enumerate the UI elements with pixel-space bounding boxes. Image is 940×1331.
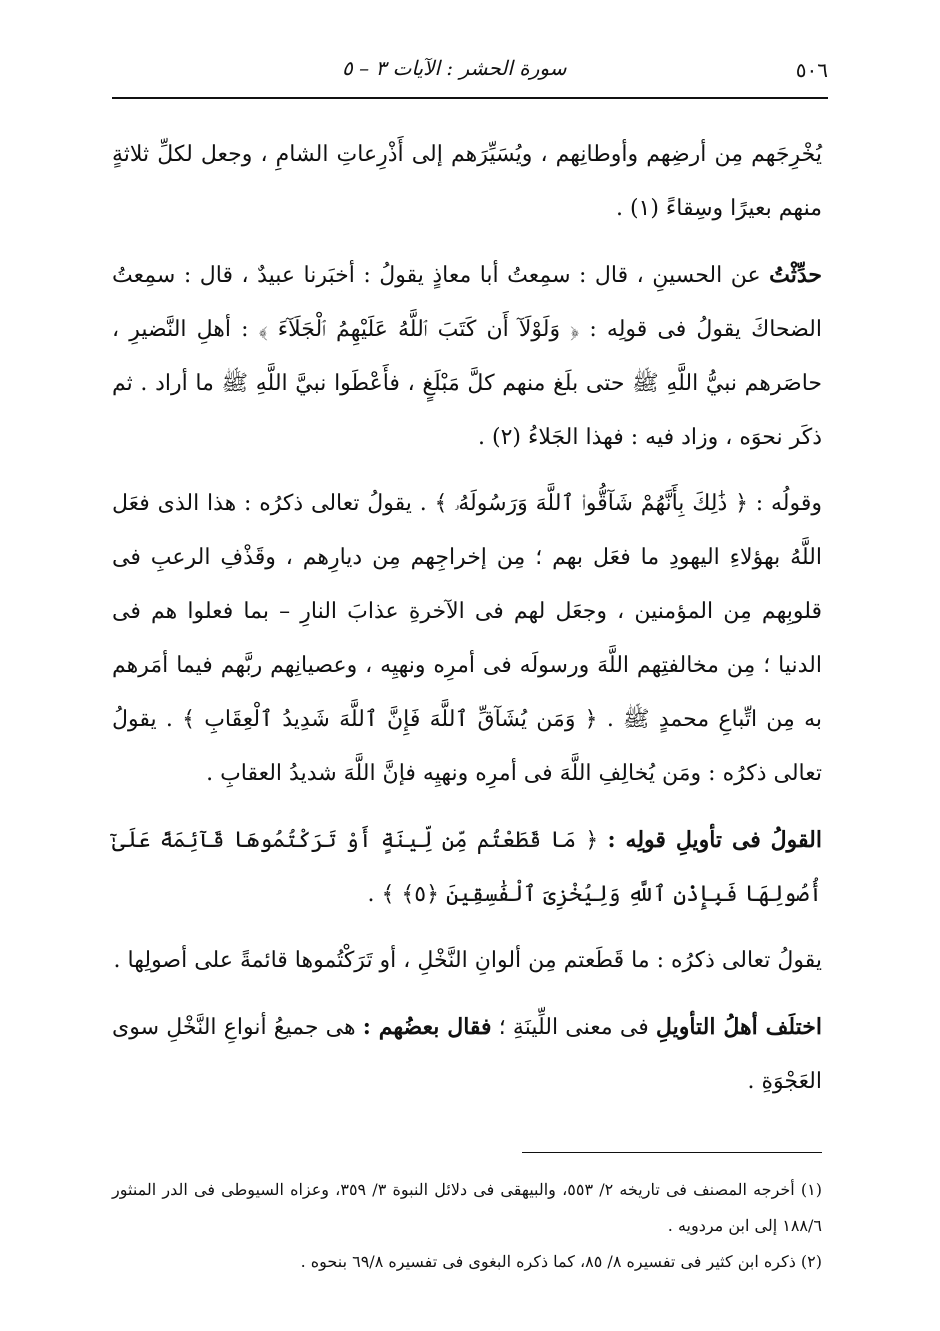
footnote-2: (٢) ذكره ابن كثير فى تفسيره ٨/ ٨٥، كما ذكره البغوى فى تفسيره ٦٩/٨ بنحوه . bbox=[300, 1252, 822, 1271]
page-number: ٥٠٦ bbox=[795, 58, 828, 82]
paragraph-text: عن الحسينِ ، قال : سمِعتُ أبا معاذٍ يقولُ : أخبَرنا عبيدٌ ، قال : سمِعتُ الضحاكَ يقولُ فى قولِه : ﴿ وَلَوْلَآ أَن كَتَبَ ٱللَّهُ عَلَيْهِمُ ٱلْجَلَآءَ ﴾ : أهلِ النَّضيرِ ، حاصَرهم نبيُّ اللَّهِ ﷺ حتى بلَغ منهم كلَّ مَبْلَغٍ ، فأَعْطَوا نبيَّ اللَّهِ ﷺ ما أراد . ثم ذكَر نحوَه ، وزاد فيه : فهذا الجَلاءُ (٢) . bbox=[112, 263, 822, 450]
paragraph-4 bbox=[112, 813, 822, 922]
paragraph-text: وقولُه : ﴿ ذَٰلِكَ بِأَنَّهُمْ شَآقُّوا۟ ٱللَّهَ وَرَسُولَهُۥ ﴾ . يقولُ تعالى ذكرُه : هذا الذى فعَل اللَّهُ بهؤلاءِ اليهودِ ما فعَل بهم ؛ مِن إخراجِهم مِن ديارِهم ، وقَذْفِ الرعبِ فى قلوبِهم مِن المؤمنين ، وجعَل لهم فى الآخرةِ عذابَ النارِ – بما فعلوا هم فى الدنيا ؛ مِن مخالفتِهم اللَّهَ ورسولَه فى أمرِه ونهيِه ، وعصيانِهم ربَّهم فيما أمَرهم به مِن اتِّباعِ محمدٍ ﷺ . ﴿ وَمَن يُشَآقِّ ٱللَّهَ فَإِنَّ ٱللَّهَ شَدِيدُ ٱلْعِقَابِ ﴾ . يقولُ تعالى ذكرُه : ومَن يُخالِفِ اللَّهَ فى أمرِه ونهيِه فإنَّ اللَّهَ شديدُ العقابِ . bbox=[112, 491, 822, 786]
main-text bbox=[112, 128, 822, 1121]
paragraph-lead: القولُ فى تأويلِ قولِه : bbox=[607, 827, 822, 853]
paragraph-6 bbox=[112, 1000, 822, 1109]
paragraph-1 bbox=[112, 128, 822, 236]
footnotes bbox=[112, 1172, 822, 1280]
footnote-divider bbox=[522, 1152, 822, 1153]
paragraph-text: فى معنى اللِّينَةِ ؛ bbox=[491, 1015, 656, 1040]
paragraph-3 bbox=[112, 477, 822, 801]
paragraph-text: يقولُ تعالى ذكرُه : ما قَطَعتم مِن ألوانِ النَّخْلِ ، أو تَرَكْتُموها قائمةً على أصولِها . bbox=[113, 948, 822, 973]
paragraph-2 bbox=[112, 248, 822, 465]
paragraph-lead: حدِّثْتُ bbox=[769, 262, 822, 288]
paragraph-lead: اختلَف أهلُ التأويلِ bbox=[655, 1014, 822, 1040]
paragraph-5 bbox=[112, 934, 822, 988]
paragraph-text: هى جميعُ أنواعِ النَّخْلِ سوى العَجْوَةِ . bbox=[112, 1015, 822, 1094]
paragraph-text: يُخْرِجَهم مِن أرضِهم وأوطانِهم ، ويُسَيِّرَهم إلى أَذْرِعاتِ الشامِ ، وجعل لكلِّ ثلاثةٍ منهم بعيرًا وسِقاءً (١) . bbox=[112, 142, 822, 221]
page-header bbox=[112, 52, 828, 92]
paragraph-text: ﴿ مَا قَطَعْتُم مِّن لِّينَةٍ أَوْ تَرَكْتُمُوهَا قَآئِمَةً عَلَىٰٓ أُصُولِهَا فَبِإِذْنِ ٱللَّهِ وَلِيُخْزِىَ ٱلْفَٰسِقِينَ ﴿٥﴾ ﴾ . bbox=[112, 828, 822, 907]
header-divider bbox=[112, 97, 828, 99]
footnote-1: (١) أخرجه المصنف فى تاريخه ٢/ ٥٥٣، والبيهقى فى دلائل النبوة ٣/ ٣٥٩، وعزاه السيوطى فى الدر المنثور ١٨٨/٦ إلى ابن مردويه . bbox=[112, 1180, 822, 1235]
paragraph-inline-bold: فقال بعضُهم : bbox=[362, 1014, 492, 1040]
running-title: سورة الحشر : الآيات ٣ – ٥ bbox=[342, 56, 567, 80]
